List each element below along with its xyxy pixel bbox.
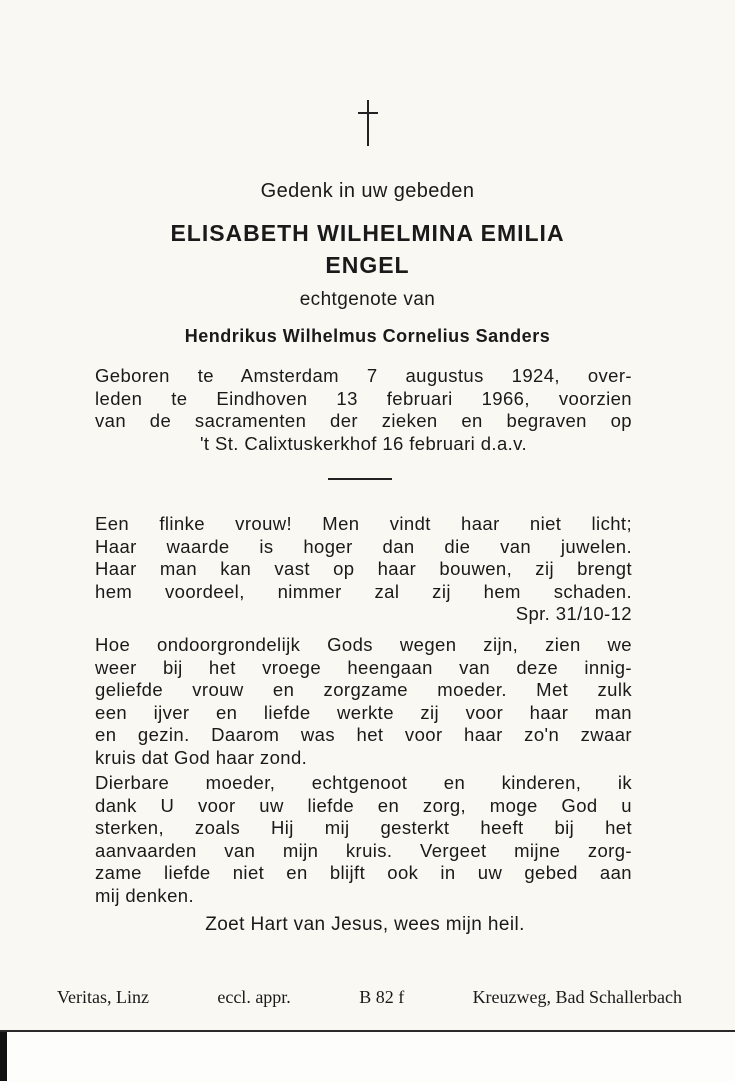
paragraph-line: dank U voor uw liefde en zorg, moge God u (95, 794, 632, 816)
paragraph-line: Hoe ondoorgrondelijk Gods wegen zijn, zien we (95, 634, 632, 655)
relation-text: echtgenote van (299, 289, 436, 310)
card-left-edge (0, 1032, 7, 1081)
printer-publisher: Veritas, Linz (57, 987, 149, 1007)
biography-line: leden te Eindhoven 13 februari 1966, voorzien (95, 387, 632, 409)
paragraph-line: kruis dat God haar zond. (95, 746, 308, 768)
card-bottom-edge (0, 1030, 735, 1083)
printer-place: Kreuzweg, Bad Schallerbach (472, 987, 682, 1007)
closing-prayer: Zoet Hart van Jesus, wees mijn heil. (205, 914, 525, 935)
paragraph-line: zame liefde niet en blijft ook in uw gebed aan (95, 862, 632, 883)
printer-footer (57, 987, 682, 1008)
intro-text: Gedenk in uw gebeden (260, 180, 475, 202)
paragraph-line: Dierbare moeder, echtgenoot en kinderen, ik (95, 772, 632, 793)
paragraph-line: geliefde vrouw en zorgzame moeder. Met zulk (95, 679, 632, 700)
divider (328, 478, 392, 480)
paragraph-3 (95, 772, 632, 907)
printer-approval: eccl. appr. (217, 987, 291, 1007)
verse-reference: Spr. 31/10-12 (515, 603, 632, 624)
paragraph-line: sterken, zoals Hij mij gesterkt heeft bij het (95, 817, 632, 838)
paragraph-line: en gezin. Daarom was het voor haar zo'n zwaar (95, 724, 632, 745)
printer-code: B 82 f (359, 987, 405, 1007)
paragraph-line: mij denken. (95, 884, 195, 906)
deceased-name-line2: ENGEL (325, 252, 410, 278)
bible-verse (95, 513, 632, 626)
biography-line: van de sacramenten der zieken en begraven op (95, 410, 632, 431)
paragraph-line: weer bij het vroege heengaan van deze innig- (95, 656, 632, 678)
biography-line: 't St. Calixtuskerkhof 16 februari d.a.v. (199, 432, 528, 454)
verse-line: Haar waarde is hoger dan die van juwelen. (95, 535, 632, 557)
paragraph-line: aanvaarden van mijn kruis. Vergeet mijne zorg- (95, 839, 632, 861)
latin-cross-icon (353, 98, 383, 148)
verse-line: Haar man kan vast op haar bouwen, zij brengt (95, 558, 632, 579)
verse-line: Een flinke vrouw! Men vindt haar niet licht; (95, 513, 632, 534)
verse-line: hem voordeel, nimmer zal zij hem schaden. (95, 580, 632, 602)
biography (95, 365, 632, 455)
deceased-name-line1: ELISABETH WILHELMINA EMILIA (170, 220, 565, 246)
spouse-name: Hendrikus Wilhelmus Cornelius Sanders (184, 326, 551, 346)
paragraph-2 (95, 634, 632, 769)
paragraph-line: een ijver en liefde werkte zij voor haar man (95, 701, 632, 723)
biography-line: Geboren te Amsterdam 7 augustus 1924, over- (95, 365, 632, 386)
